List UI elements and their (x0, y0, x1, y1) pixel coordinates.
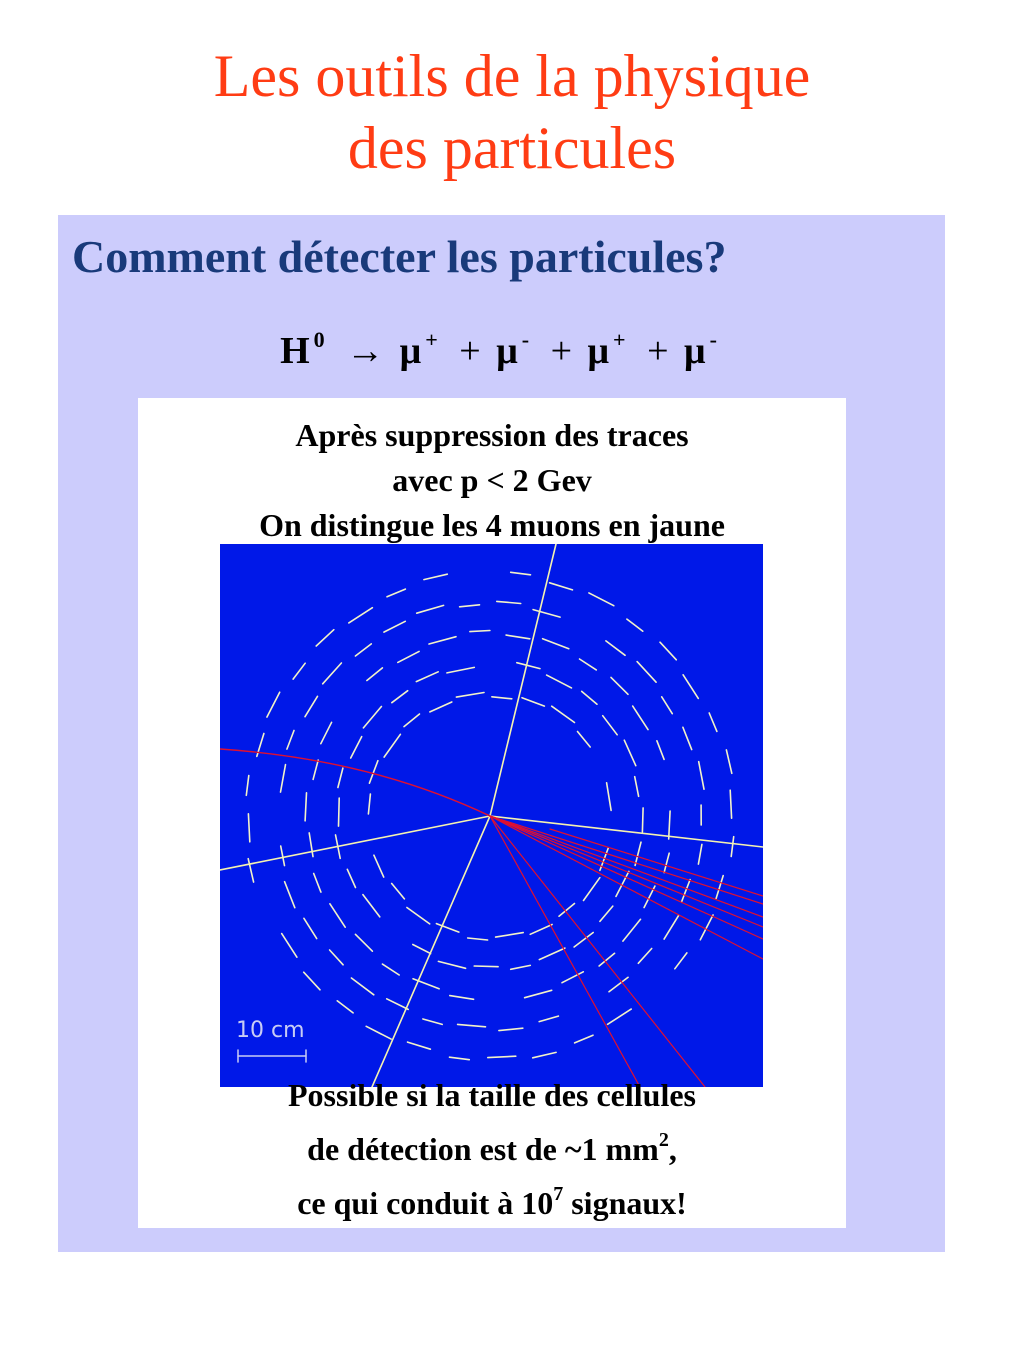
hit-segment (506, 635, 530, 639)
hit-segment (682, 880, 691, 902)
hit-segment (408, 1042, 431, 1049)
hit-segment (398, 651, 419, 662)
product-charge: - (709, 327, 717, 352)
hit-segment (366, 1026, 391, 1039)
product-particle: μ (399, 330, 422, 372)
hit-segment (305, 793, 306, 821)
caption-text: , (668, 1131, 677, 1167)
plus-symbol: + (459, 330, 481, 372)
hit-segment (730, 790, 731, 818)
caption-top-line-2: avec p < 2 Gev (392, 462, 592, 498)
plus-symbol: + (647, 330, 669, 372)
hit-segment (709, 713, 717, 731)
hit-segment (496, 933, 524, 938)
parent-charge: 0 (313, 327, 325, 352)
hit-segment (608, 1009, 632, 1024)
hit-segment (562, 972, 583, 983)
charged-track (220, 749, 490, 816)
parent-particle: H (280, 330, 310, 372)
hit-segment (539, 1016, 558, 1022)
hit-segment (321, 722, 332, 743)
hit-segment (664, 853, 669, 872)
hit-segment (293, 663, 305, 679)
hit-segment (313, 760, 318, 779)
muon-track (372, 816, 490, 1087)
hit-segment (374, 855, 384, 877)
decay-equation (58, 315, 945, 376)
hit-segment (423, 1019, 442, 1024)
section-heading: Comment détecter les particules? (72, 231, 727, 282)
hit-segment (392, 691, 408, 703)
caption-top-line-3: On distingue les 4 muons en jaune (259, 507, 725, 543)
hit-segment (248, 814, 249, 842)
caption-superscript: 2 (658, 1129, 669, 1151)
hit-segment (575, 1035, 593, 1043)
hit-segment (323, 663, 342, 684)
hit-segment (511, 572, 531, 575)
hit-segment (267, 692, 280, 717)
hit-segment (338, 768, 343, 787)
hit-segment (281, 765, 286, 793)
hit-segment (530, 925, 552, 935)
hit-segment (603, 716, 618, 735)
hit-segment (638, 949, 651, 964)
hit-segment (355, 934, 372, 951)
hit-segment (407, 908, 430, 924)
event-display-svg (220, 544, 763, 1087)
hit-segment (450, 996, 474, 1000)
hit-segment (387, 589, 405, 597)
hit-segment (474, 966, 498, 967)
hit-segment (460, 605, 480, 607)
hit-segment (539, 948, 565, 960)
muon-track (220, 816, 490, 870)
hit-segment (304, 918, 317, 938)
product-charge: + (425, 327, 438, 352)
hit-segment (351, 737, 362, 758)
hit-segment (387, 999, 409, 1010)
hit-segment (429, 637, 456, 644)
hit-segment (382, 964, 399, 975)
hit-segment (339, 798, 340, 826)
hit-segment (367, 668, 383, 681)
hit-segment (580, 659, 597, 670)
hit-segment (447, 667, 474, 673)
hit-segment (731, 837, 734, 857)
hit-segment (552, 706, 575, 722)
hit-segment (314, 874, 321, 893)
figure-box (138, 398, 846, 1228)
hit-segment (282, 934, 297, 958)
hit-segment (606, 641, 625, 655)
hit-segment (623, 919, 641, 941)
hit-segment (424, 574, 447, 579)
hit-segment (417, 605, 444, 613)
caption-text: signaux! (563, 1185, 687, 1221)
hit-segment (416, 672, 438, 682)
hit-segment (627, 619, 643, 631)
hit-segment (726, 750, 731, 773)
hit-segment (351, 978, 373, 995)
hit-segment (368, 794, 370, 814)
caption-superscript: 7 (553, 1183, 564, 1205)
caption-bottom-line-1: Possible si la taille des cellules (288, 1077, 696, 1113)
slide-title (0, 40, 1024, 184)
hit-segment (533, 1052, 556, 1057)
hit-segment (285, 882, 295, 908)
hit-segment (316, 630, 334, 646)
hit-segment (492, 697, 512, 699)
hit-segment (363, 895, 380, 917)
hit-segment (450, 1057, 470, 1060)
caption-top (138, 413, 846, 548)
hit-segment (369, 761, 378, 784)
hit-segment (330, 950, 344, 965)
hit-segment (716, 876, 723, 899)
hit-segment (683, 675, 698, 699)
product-particle: μ (587, 330, 610, 372)
hit-segment (660, 642, 676, 660)
hit-segment (664, 915, 679, 939)
hit-segment (392, 884, 405, 899)
hit-segment (349, 608, 373, 623)
hit-segment (330, 904, 345, 927)
hit-segment (543, 639, 569, 649)
hit-segment (456, 693, 484, 698)
hit-segment (497, 601, 521, 603)
caption-text: ce qui conduit à 10 (297, 1185, 554, 1221)
hit-segment (550, 583, 573, 590)
hit-segment (582, 691, 597, 704)
hit-segment (607, 783, 612, 811)
hit-segment (430, 702, 452, 712)
plus-symbol: + (550, 330, 572, 372)
hit-segment (642, 808, 643, 832)
hit-segment (578, 732, 591, 748)
hit-segment (281, 846, 285, 866)
hit-segment (499, 1028, 523, 1030)
hit-segment (547, 675, 572, 688)
caption-bottom-line-3 (138, 1172, 846, 1226)
particle-tracks (220, 544, 763, 1087)
product-particle: μ (496, 330, 518, 372)
event-display-image (220, 544, 763, 1087)
hit-segment (413, 945, 431, 954)
hit-segment (699, 762, 704, 790)
hit-segment (637, 662, 656, 683)
hit-segment (600, 906, 613, 921)
hit-segment (309, 833, 313, 857)
caption-top-line-1: Après suppression des traces (295, 417, 689, 453)
scale-bar (238, 1050, 306, 1062)
hit-segment (533, 610, 560, 618)
hit-segment (470, 631, 490, 632)
hit-segment (609, 977, 628, 992)
hit-segment (304, 972, 320, 990)
hit-segment (669, 811, 670, 839)
hit-segment (384, 621, 405, 632)
hit-segment (611, 677, 628, 694)
slide-title-line-1: Les outils de la physique (213, 43, 811, 109)
muon-track (490, 544, 556, 816)
hit-segment (347, 869, 355, 887)
hit-segment (698, 844, 702, 864)
hit-segment (522, 698, 544, 706)
hit-segment (633, 706, 648, 730)
charged-track (490, 816, 705, 1087)
hit-segment (355, 644, 371, 656)
hit-segment (675, 953, 687, 969)
hit-segment (337, 1001, 353, 1013)
hit-segment (635, 842, 641, 865)
arrow-symbol: → (346, 330, 385, 372)
product-charge: - (521, 327, 530, 352)
hit-segment (683, 727, 692, 749)
hit-segment (584, 878, 600, 901)
scale-label: 10 cm (236, 1018, 305, 1043)
hit-segment (287, 731, 294, 750)
hit-segment (468, 938, 488, 940)
hit-segment (624, 740, 636, 766)
hit-segment (517, 663, 540, 669)
charged-track (550, 829, 763, 896)
hit-segment (404, 714, 420, 727)
hit-segment (488, 1056, 516, 1057)
hit-segment (635, 777, 639, 797)
slide-title-line-2: des particules (347, 115, 677, 181)
caption-bottom-line-2 (138, 1118, 846, 1172)
hit-segment (662, 697, 673, 714)
content-panel (58, 215, 945, 1252)
hit-segment (458, 1024, 486, 1026)
product-charge: + (613, 327, 626, 352)
hit-segment (438, 961, 465, 968)
hit-segment (384, 734, 400, 757)
charged-track (490, 816, 763, 927)
hit-segment (589, 593, 614, 606)
caption-bottom (138, 1073, 846, 1226)
hit-segment (657, 741, 664, 760)
hit-segment (248, 859, 253, 882)
hit-segment (246, 776, 249, 796)
caption-text: de détection est de ~1 mm (307, 1131, 659, 1167)
hit-segment (511, 965, 531, 969)
hit-segment (525, 990, 552, 997)
product-particle: μ (684, 330, 706, 372)
hit-segment (363, 707, 381, 728)
hit-segment (305, 696, 318, 716)
